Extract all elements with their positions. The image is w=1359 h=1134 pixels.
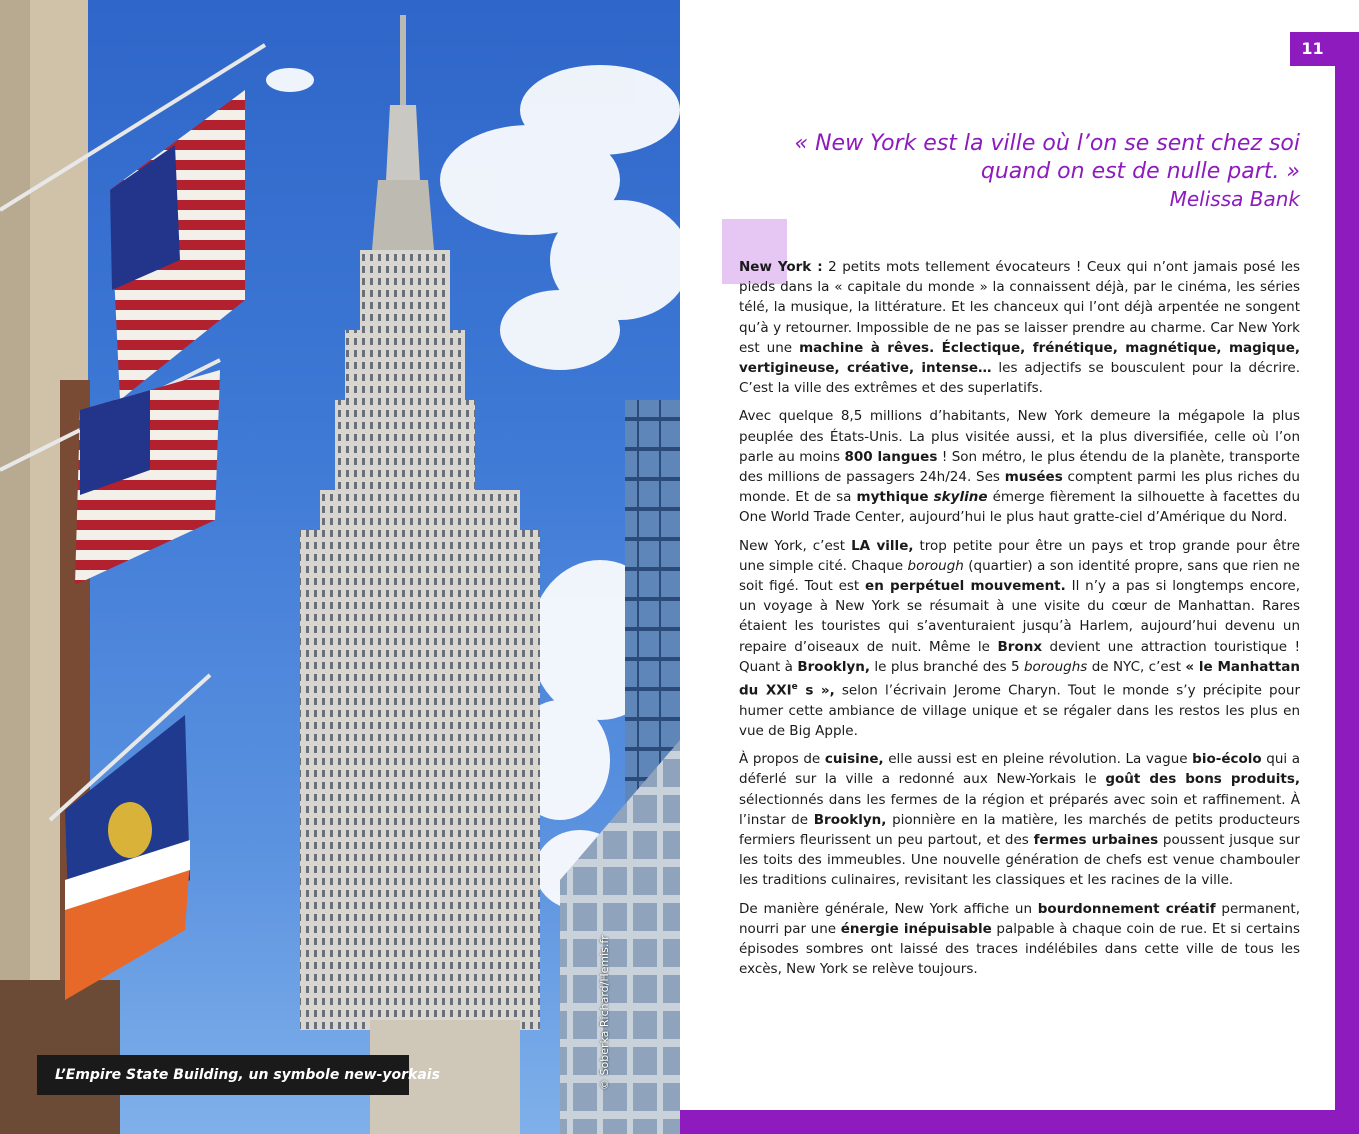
photo-credit: © Soberka Richard/Hemis.fr (598, 935, 611, 1090)
text-run: s », (797, 682, 835, 699)
text-run: ! Son métro, le plus étendu de la planète, transporte des millions de passagers 24h/24. Ses (739, 448, 1300, 486)
text-run: machine à rêves. Éclectique, frénétique, magnétique, magique, vertigineuse, créative, intense… (739, 339, 1300, 377)
text-run: pionnière en la matière, les marchés de petits producteurs fermiers fleurissent un peu partout, et des (739, 811, 1300, 848)
quote-line-1: « New York est la ville où l’on se sent chez soi (794, 131, 1300, 156)
text-run: (quartier) a son identité propre, sans que rien ne soit figé. Tout est (739, 557, 1300, 595)
paragraph (739, 749, 1300, 890)
text-run: les adjectifs se bousculent pour la décrire. C’est la ville des extrêmes et des superlatifs. (739, 360, 1300, 397)
text-run: Il n’y a pas si longtemps encore, un voyage à New York se résumait à une visite du cœur de Manhattan. Rares étaient les touristes qui s’aventuraient jusqu’à Harlem, aujourd’hui devenu un repaire d’oiseaux de nuit. Même le (739, 578, 1300, 655)
text-run: devient une attraction touristique ! Quant à (739, 638, 1300, 675)
text-run: skyline (933, 489, 988, 506)
us-flag-icon (110, 90, 245, 400)
photo-caption: L’Empire State Building, un symbole new-yorkais (37, 1055, 409, 1095)
text-run: émerge fièrement la silhouette à facettes du One World Trade Center, aujourd’hui le plus haut gratte-ciel d’Amérique du Nord. (739, 489, 1300, 526)
text-run: Avec quelque 8,5 millions d’habitants, New York demeure la mégapole la plus peuplée des États-Unis. La plus visitée aussi, et la plus diversifiée, celle où l’on parle au moins (739, 408, 1300, 465)
text-run: bio-écolo (1192, 751, 1262, 768)
text-run: De manière générale, New York affiche un (739, 900, 1038, 917)
text-run: poussent jusque sur les toits des immeubles. Une nouvelle génération de chefs est venue chambouler les traditions culinaires, revisitant les classiques et les racines de la ville. (739, 831, 1300, 889)
us-flag-icon (75, 370, 220, 585)
text-run: cuisine, (824, 751, 884, 768)
text-run: énergie inépuisable (840, 920, 992, 937)
text-run: 2 petits mots tellement évocateurs ! Ceux qui n’ont jamais posé les pieds dans la « capitale du monde » la connaissent déjà, par le cinéma, les séries télé, la musique, la littérature. Et les chanceux qui l’ont déjà arpentée ne songent qu’à y retourner. Impossible de ne pas se laisser prendre au charme. Car New York est une (739, 259, 1300, 356)
text-run: fermes urbaines (1033, 831, 1159, 848)
text-run: trop petite pour être un pays et trop grande pour être une simple cité. Chaque (739, 537, 1301, 574)
accent-bar-bottom (680, 1110, 1359, 1134)
text-run: Brooklyn, (813, 811, 887, 828)
text-run: bourdonnement créatif (1037, 900, 1216, 917)
text-run: musées (1004, 469, 1063, 486)
text-run: 800 langues (844, 448, 938, 465)
quote (720, 130, 1300, 212)
text-run: LA ville, (851, 537, 914, 554)
text-run: elle aussi est en pleine révolution. La vague (883, 751, 1193, 768)
paragraph (739, 257, 1300, 398)
text-run: boroughs (1023, 658, 1088, 675)
text-run: mythique (856, 489, 929, 506)
paragraph (739, 536, 1300, 742)
text-run: « le Manhattan du XXI (739, 658, 1300, 699)
text-run: New York, c’est (739, 537, 852, 554)
text-run: de NYC, c’est (1087, 658, 1186, 675)
paragraph (739, 899, 1300, 980)
text-run: qui a déferlé sur la ville a redonné aux New-Yorkais le (739, 751, 1301, 788)
article-body (739, 257, 1300, 987)
quote-line-2: quand on est de nulle part. » (980, 159, 1300, 184)
text-run: Brooklyn, (797, 658, 870, 675)
accent-bar-right (1335, 32, 1359, 1134)
text-run: New York : (739, 259, 823, 275)
quote-author: Melissa Bank (1169, 187, 1300, 211)
text-run: le plus branché des 5 (870, 658, 1024, 675)
text-run: borough (907, 557, 964, 574)
text-run: permanent, nourri par une (739, 900, 1300, 937)
paragraph (739, 406, 1300, 527)
page-number: 11 (1290, 32, 1335, 66)
text-run: comptent parmi les plus riches du monde. Et de sa (739, 469, 1300, 506)
text-run: goût des bons produits, (1105, 771, 1300, 788)
text-run: palpable à chaque coin de rue. Et si certains épisodes sombres ont laissé des traces indélébiles dans cette ville de tous les excès, New York se relève toujours. (739, 920, 1301, 978)
text-run: selon l’écrivain Jerome Charyn. Tout le monde s’y précipite pour humer cette ambiance de village unique et se régaler dans les restos les plus en vue de Big Apple. (739, 682, 1300, 739)
text-run: e (791, 682, 798, 693)
text-run: sélectionnés dans les fermes de la région et préparés avec soin et raffinement. À l’instar de (739, 791, 1300, 828)
text-run: Bronx (997, 638, 1043, 655)
text-run: À propos de (739, 751, 825, 768)
text-run: en perpétuel mouvement. (865, 578, 1066, 595)
